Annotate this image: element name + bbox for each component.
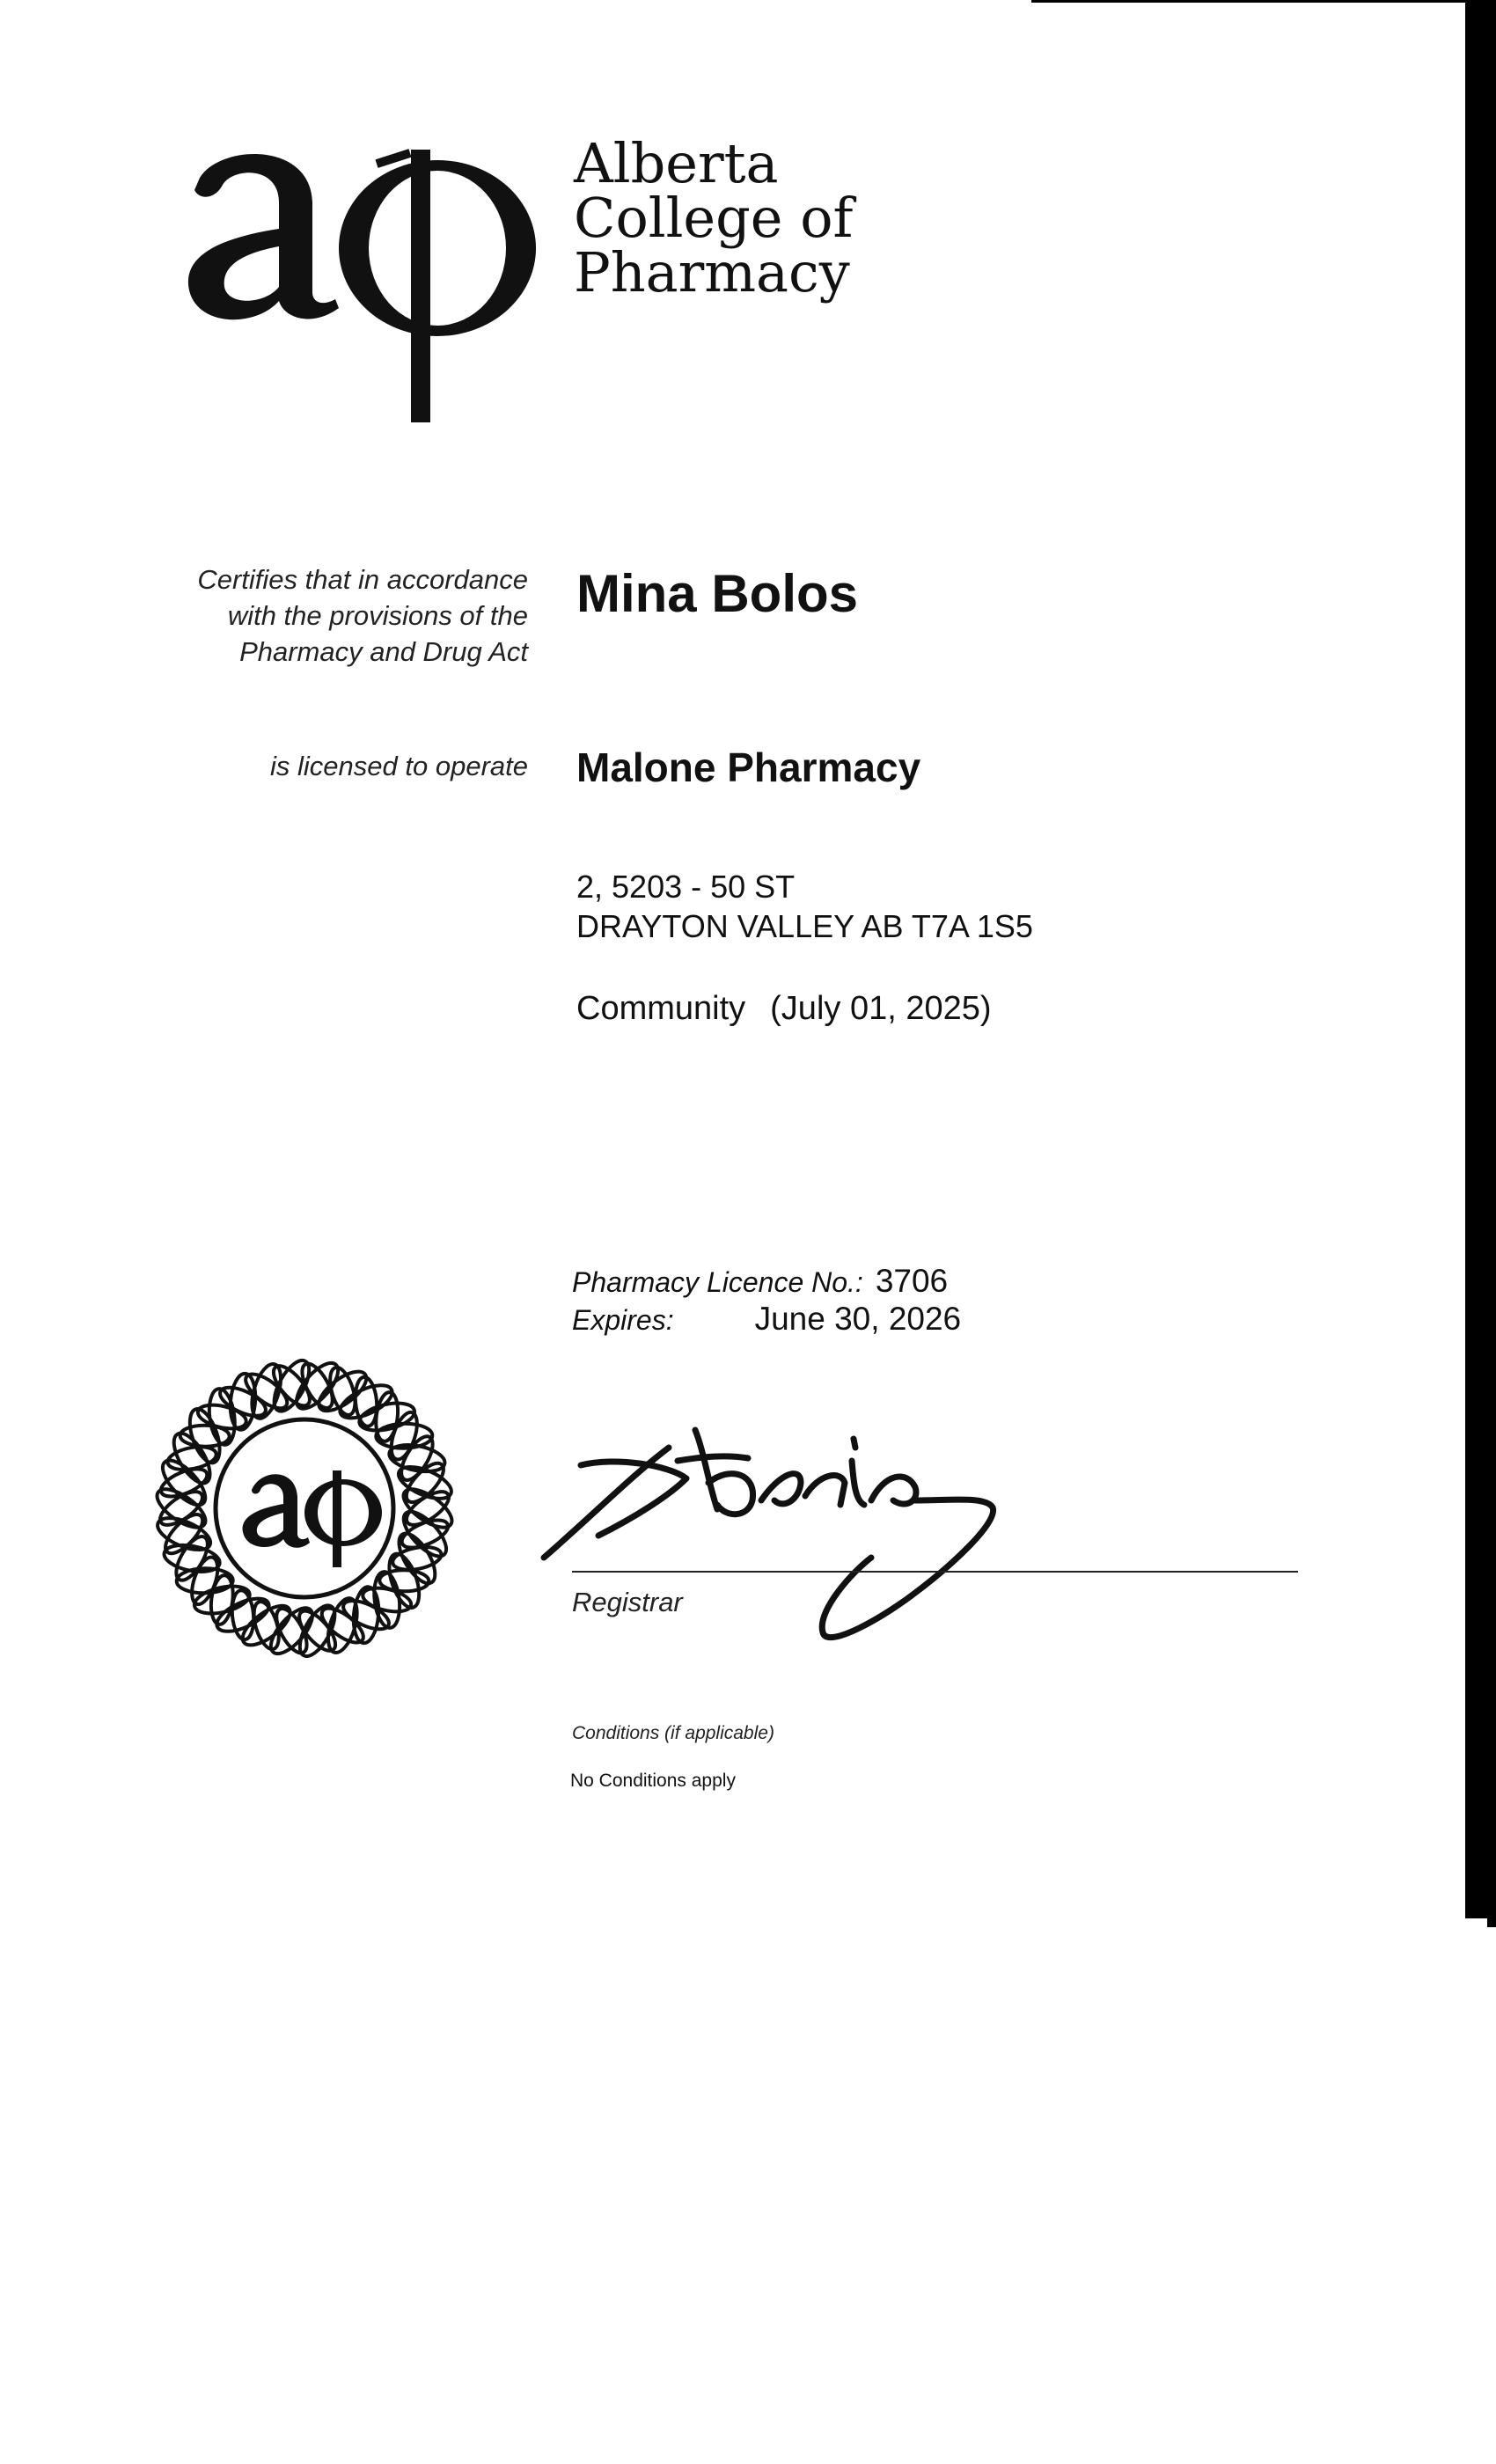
signature-line	[572, 1571, 1298, 1573]
registrar-title: Registrar	[572, 1587, 683, 1617]
licence-number-row	[572, 1263, 961, 1301]
address-line1: 2, 5203 - 50 ST	[576, 869, 796, 905]
registrar-signature	[537, 1412, 1012, 1668]
conditions-value: No Conditions apply	[570, 1771, 736, 1791]
expiry-date: June 30, 2026	[754, 1301, 962, 1337]
licensee-name: Mina Bolos	[576, 564, 859, 623]
acp-logo-monogram	[180, 132, 541, 422]
certification-line3: Pharmacy and Drug Act	[239, 636, 528, 667]
pharmacy-name: Malone Pharmacy	[576, 744, 921, 790]
college-seal	[148, 1349, 461, 1668]
certification-line2: with the provisions of the	[227, 600, 528, 631]
licence-number-label: Pharmacy Licence No.:	[572, 1266, 863, 1298]
licence-number: 3706	[875, 1263, 949, 1299]
college-name	[574, 131, 854, 304]
scan-edge-bar-tail	[1487, 1918, 1496, 1927]
licensed-statement: is licensed to operate	[270, 751, 528, 781]
expiry-row	[572, 1301, 961, 1338]
category-date: (July 01, 2025)	[770, 990, 992, 1027]
scan-edge-bar	[1465, 0, 1496, 1918]
licence-category	[576, 990, 992, 1028]
college-name-line3: Pharmacy	[574, 240, 850, 304]
certification-line1: Certifies that in accordance	[197, 564, 528, 595]
college-name-line1: Alberta	[574, 131, 779, 195]
scan-edge-top	[1031, 0, 1496, 3]
address-line2: DRAYTON VALLEY AB T7A 1S5	[576, 908, 1033, 944]
category-name: Community	[576, 990, 746, 1027]
expires-label: Expires:	[572, 1304, 674, 1336]
college-name-line2: College of	[574, 186, 854, 250]
conditions-label: Conditions (if applicable)	[572, 1723, 774, 1743]
certification-statement	[132, 561, 528, 670]
licence-details	[572, 1263, 961, 1338]
pharmacy-address	[576, 867, 1033, 946]
